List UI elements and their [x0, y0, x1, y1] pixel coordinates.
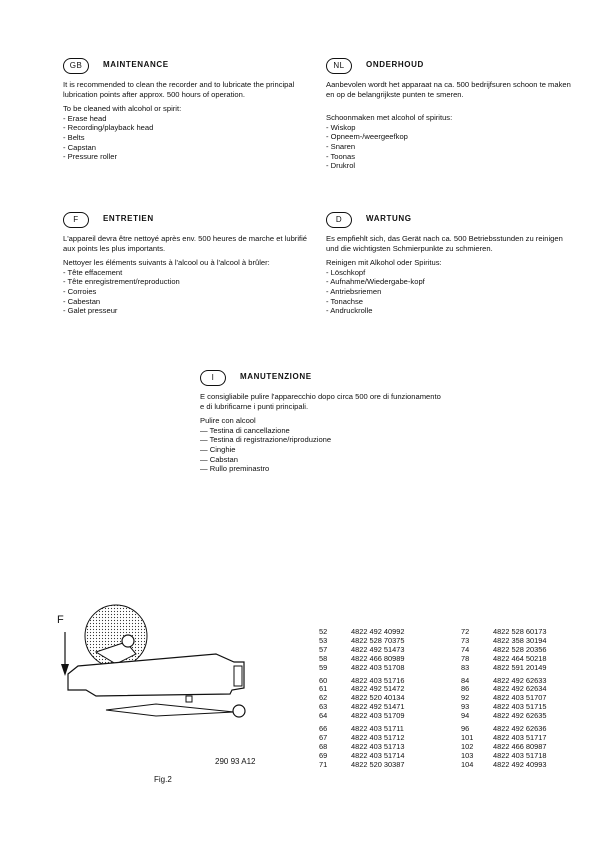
list-item: - Andruckrolle: [326, 306, 373, 316]
part-code: 4822 403 51707: [493, 693, 547, 703]
section-header: [63, 58, 308, 74]
part-position: 74: [461, 644, 470, 654]
section-title-d: WARTUNG: [366, 214, 412, 223]
parts-list-left: [319, 628, 431, 770]
part-code: 4822 492 51473: [351, 644, 405, 654]
list-item: - Belts: [63, 132, 85, 142]
part-code: 4822 528 20356: [493, 644, 547, 654]
part-position: 61: [319, 684, 328, 694]
part-position: 68: [319, 741, 328, 751]
part-code: 4822 403 51712: [351, 732, 405, 742]
cleaning-list: [63, 268, 308, 316]
intro-paragraph: E consigliabile pulire l'apparecchio dopo circa 500 ore di funzionamento e di lubrificarne i punti principali.: [200, 392, 441, 411]
intro-paragraph: It is recommended to clean the recorder and to lubricate the principal lubrication points after approx. 500 hours of operation.: [63, 80, 295, 99]
list-item: - Tête effacement: [63, 267, 123, 277]
figure-code: 290 93 A12: [215, 757, 256, 766]
part-position: 52: [319, 627, 328, 636]
lever: [106, 704, 234, 716]
section-title-i: MANUTENZIONE: [240, 372, 312, 381]
figure-letter: F: [57, 614, 64, 626]
part-position: 71: [319, 759, 328, 769]
part-code: 4822 591 20149: [493, 662, 547, 672]
list-item: - Snaren: [326, 141, 356, 151]
part-position: 73: [461, 635, 470, 645]
part-position: 92: [461, 693, 470, 703]
list-item: - Drukrol: [326, 161, 356, 171]
part-position: 102: [461, 741, 474, 751]
section-d: [326, 212, 576, 316]
part-position: 63: [319, 702, 328, 712]
cleaning-instruction: Pulire con alcool: [200, 416, 256, 426]
figure-2: [56, 604, 256, 734]
part-position: 94: [461, 711, 470, 721]
section-title-f: ENTRETIEN: [103, 214, 154, 223]
part-code: 4822 403 51708: [351, 662, 405, 672]
cleaning-list: [63, 114, 308, 162]
part-position: 69: [319, 750, 328, 760]
part-code: 4822 492 62636: [493, 724, 547, 734]
cleaning-instruction: Nettoyer les éléments suivants à l'alcool ou à l'alcool à brûler:: [63, 258, 270, 268]
part-position: 83: [461, 662, 470, 672]
part-code: 4822 520 40134: [351, 693, 405, 703]
part-code: 4822 403 51709: [351, 711, 405, 721]
list-item: — Cinghie: [200, 444, 236, 454]
language-badge-f: F: [63, 212, 89, 228]
part-code: 4822 403 51713: [351, 741, 405, 751]
part-position: 66: [319, 724, 328, 734]
cleaning-instruction: Schoonmaken met alcohol of spiritus:: [326, 113, 453, 123]
part-code: 4822 403 51711: [351, 724, 404, 734]
part-code: 4822 403 51718: [493, 750, 547, 760]
part-position: 101: [461, 732, 474, 742]
part-position: 104: [461, 759, 474, 769]
list-item: — Testina di registrazione/riproduzione: [200, 435, 332, 445]
cleaning-list: [326, 268, 576, 316]
section-header: [63, 212, 308, 228]
part-position: 60: [319, 675, 328, 685]
section-header: [326, 58, 576, 74]
list-item: - Aufnahme/Wiedergabe-kopf: [326, 277, 425, 287]
list-item: - Corroies: [63, 286, 97, 296]
list-item: — Testina di cancellazione: [200, 425, 290, 435]
cleaning-list: [200, 426, 445, 474]
language-badge-d: D: [326, 212, 352, 228]
list-item: - Galet presseur: [63, 306, 118, 316]
parts-list-right: [461, 628, 573, 770]
language-badge-gb: GB: [63, 58, 89, 74]
list-item: - Tonachse: [326, 296, 364, 306]
frame: [68, 654, 244, 696]
part-code: 4822 492 51472: [351, 684, 405, 694]
part-row: [319, 712, 431, 721]
part-row: [319, 761, 431, 770]
list-item: - Erase head: [63, 113, 107, 123]
list-item: - Cabestan: [63, 296, 101, 306]
list-item: - Antriebsriemen: [326, 286, 382, 296]
part-row: [461, 664, 573, 673]
part-position: 72: [461, 627, 470, 636]
list-item: - Recording/playback head: [63, 123, 154, 133]
section-i: [200, 370, 445, 474]
tab: [186, 696, 192, 702]
cleaning-instruction: To be cleaned with alcohol or spirit:: [63, 104, 182, 114]
part-code: 4822 528 60173: [493, 627, 547, 636]
frame-end: [234, 666, 242, 686]
intro-paragraph: Es empfiehlt sich, das Gerät nach ca. 500 Betriebsstunden zu reinigen und die wichtigsten Schmierpunkte zu schmieren.: [326, 234, 563, 253]
section-title-nl: ONDERHOUD: [366, 60, 424, 69]
part-code: 4822 466 80989: [351, 653, 405, 663]
mechanism-drawing: [56, 604, 256, 734]
part-code: 4822 492 51471: [351, 702, 405, 712]
section-gb: [63, 58, 308, 162]
part-position: 67: [319, 732, 328, 742]
part-position: 86: [461, 684, 470, 694]
list-item: - Pressure roller: [63, 152, 118, 162]
list-item: — Rullo preminastro: [200, 464, 270, 474]
figure-caption: Fig.2: [154, 775, 172, 784]
part-row: [461, 712, 573, 721]
section-header: [326, 212, 576, 228]
part-code: 4822 358 30194: [493, 635, 547, 645]
list-item: - Löschkopf: [326, 267, 366, 277]
list-item: - Tête enregistrement/reproduction: [63, 277, 180, 287]
part-position: 96: [461, 724, 470, 734]
part-position: 53: [319, 635, 328, 645]
part-code: 4822 528 70375: [351, 635, 405, 645]
part-code: 4822 520 30387: [351, 759, 405, 769]
list-item: - Opneem-/weergeefkop: [326, 132, 408, 142]
section-f: [63, 212, 308, 316]
part-position: 59: [319, 662, 328, 672]
part-code: 4822 492 62634: [493, 684, 547, 694]
part-code: 4822 464 50218: [493, 653, 547, 663]
part-position: 57: [319, 644, 328, 654]
part-position: 103: [461, 750, 474, 760]
section-header: [200, 370, 445, 386]
part-code: 4822 492 62633: [493, 675, 547, 685]
part-position: 62: [319, 693, 328, 703]
cleaning-list: [326, 123, 576, 171]
part-row: [319, 664, 431, 673]
part-code: 4822 403 51717: [493, 732, 547, 742]
list-item: - Wiskop: [326, 122, 356, 132]
section-title-gb: MAINTENANCE: [103, 60, 169, 69]
intro-paragraph: Aanbevolen wordt het apparaat na ca. 500 bedrijfsuren schoon te maken en op de belangrijkste punten te smeren.: [326, 80, 571, 99]
part-position: 58: [319, 653, 328, 663]
part-row: [461, 761, 573, 770]
part-code: 4822 403 51716: [351, 675, 405, 685]
intro-paragraph: L'appareil devra être nettoyé après env. 500 heures de marche et lubrifié aux points les plus importants.: [63, 234, 308, 253]
list-item: — Cabstan: [200, 454, 238, 464]
part-code: 4822 466 80987: [493, 741, 547, 751]
list-item: - Capstan: [63, 142, 96, 152]
part-code: 4822 492 40993: [493, 759, 547, 769]
part-position: 93: [461, 702, 470, 712]
part-code: 4822 403 51715: [493, 702, 547, 712]
part-position: 84: [461, 675, 470, 685]
part-code: 4822 403 51714: [351, 750, 405, 760]
part-position: 64: [319, 711, 328, 721]
pivot: [122, 635, 134, 647]
part-code: 4822 492 40992: [351, 627, 405, 636]
language-badge-i: I: [200, 370, 226, 386]
section-nl: [326, 58, 576, 171]
lever-end: [233, 705, 245, 717]
language-badge-nl: NL: [326, 58, 352, 74]
part-position: 78: [461, 653, 470, 663]
list-item: - Toonas: [326, 151, 355, 161]
cleaning-instruction: Reinigen mit Alkohol oder Spiritus:: [326, 258, 442, 268]
part-code: 4822 492 62635: [493, 711, 547, 721]
